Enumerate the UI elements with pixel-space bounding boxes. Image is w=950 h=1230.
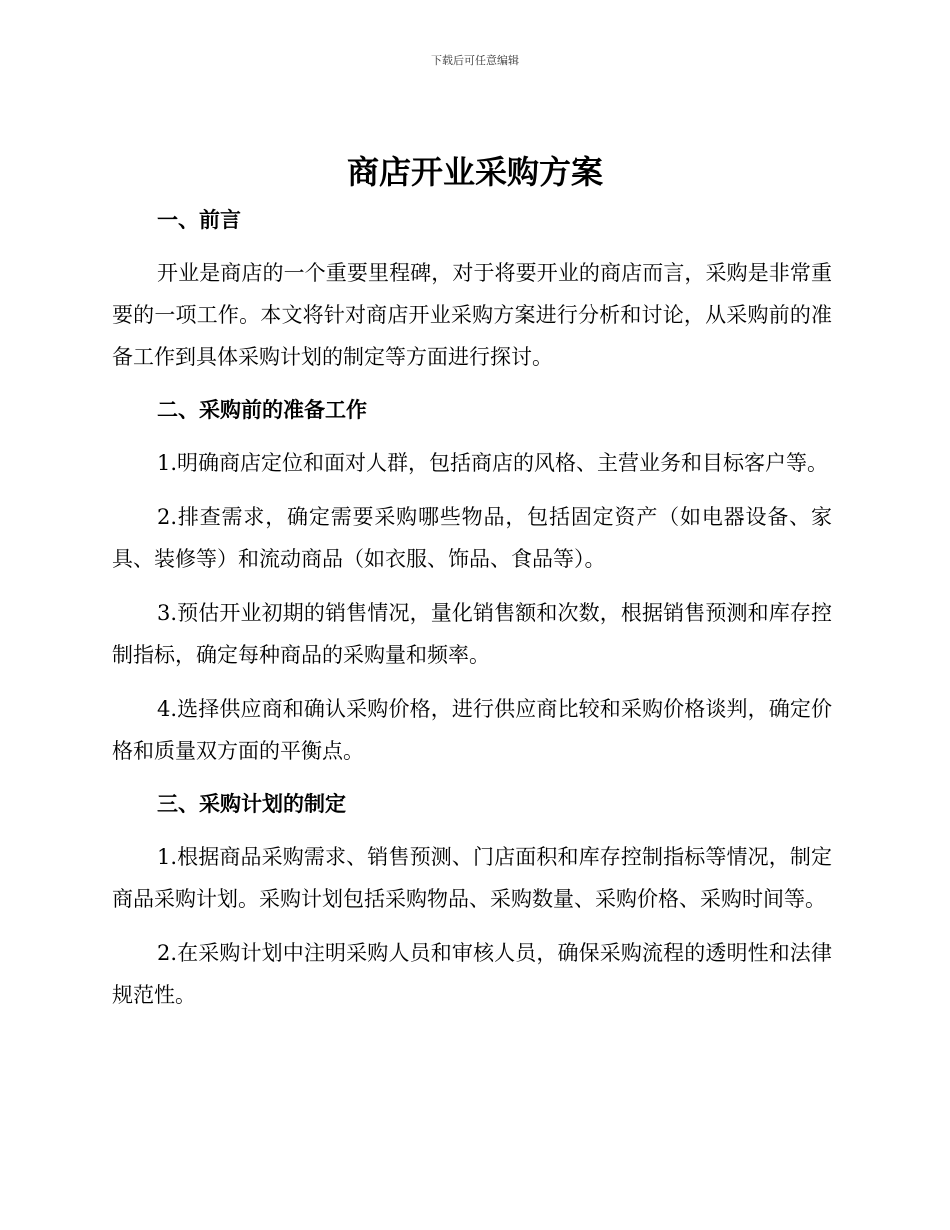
paragraph: 1.根据商品采购需求、销售预测、门店面积和库存控制指标等情况，制定商品采购计划。采购计划包括采购物品、采购数量、采购价格、采购时间等。 (112, 845, 832, 911)
paragraph: 开业是商店的一个重要里程碑，对于将要开业的商店而言，采购是非常重要的一项工作。本文将针对商店开业采购方案进行分析和讨论，从采购前的准备工作到具体采购计划的制定等方面进行探讨。 (112, 261, 832, 369)
paragraph: 3.预估开业初期的销售情况，量化销售额和次数，根据销售预测和库存控制指标，确定每种商品的采购量和频率。 (112, 601, 832, 667)
header-note: 下载后可任意编辑 (431, 54, 519, 67)
paragraph: 1.明确商店定位和面对人群，包括商店的风格、主营业务和目标客户等。 (157, 451, 829, 475)
section-preface (112, 200, 832, 378)
section-heading: 三、采购计划的制定 (157, 792, 346, 816)
section-heading: 二、采购前的准备工作 (157, 398, 367, 422)
document-body (112, 200, 832, 1028)
section-preparation (112, 390, 832, 772)
section-plan (112, 784, 832, 1016)
paragraph: 2.在采购计划中注明采购人员和审核人员，确保采购流程的透明性和法律规范性。 (112, 941, 832, 1007)
paragraph: 4.选择供应商和确认采购价格，进行供应商比较和采购价格谈判，确定价格和质量双方面的平衡点。 (112, 697, 832, 763)
paragraph: 2.排查需求，确定需要采购哪些物品，包括固定资产（如电器设备、家具、装修等）和流动商品（如衣服、饰品、食品等）。 (112, 505, 832, 571)
section-heading: 一、前言 (157, 208, 241, 232)
document-title: 商店开业采购方案 (346, 153, 603, 191)
